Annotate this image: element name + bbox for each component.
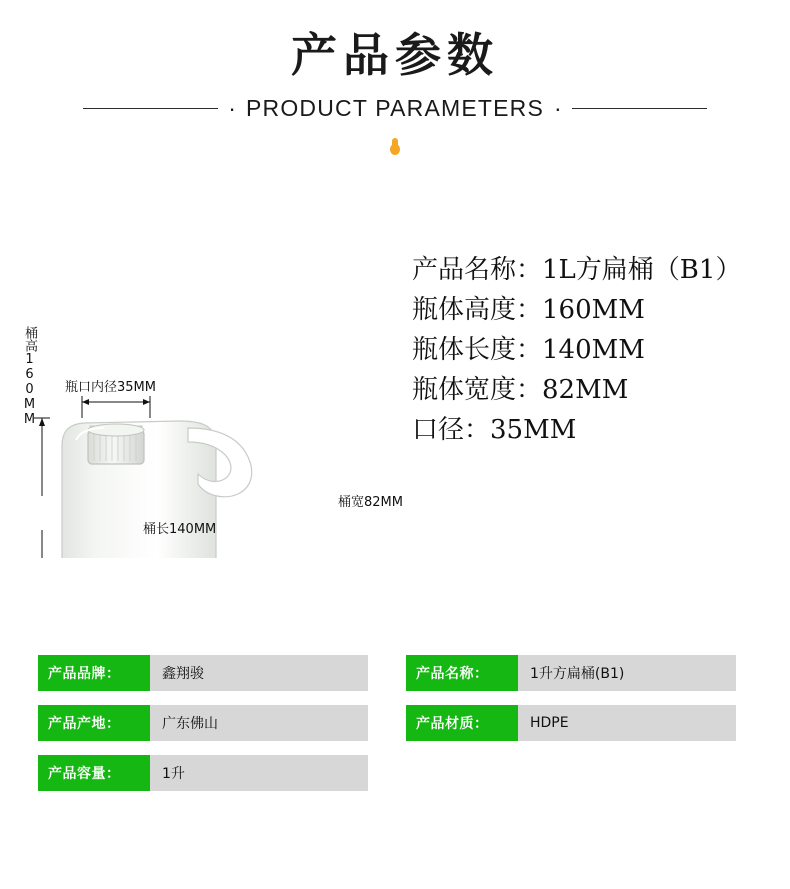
table-row	[38, 655, 368, 691]
row-value-product-name: 1升方扁桶(B1)	[518, 655, 736, 691]
bottle-diagram	[20, 178, 420, 558]
divider-left	[83, 108, 218, 109]
row-key-origin: 产品产地：	[38, 705, 150, 741]
page-subtitle: PRODUCT PARAMETERS	[245, 94, 545, 121]
attribute-table-right	[406, 655, 736, 805]
row-value-spacer	[518, 755, 736, 791]
spec-list	[412, 250, 741, 450]
attribute-table-left	[38, 655, 368, 805]
row-key-capacity: 产品容量：	[38, 755, 150, 791]
table-row	[38, 755, 368, 791]
row-value-material: HDPE	[518, 705, 736, 741]
page-title: 产品参数	[291, 28, 499, 82]
row-value-brand: 鑫翔骏	[150, 655, 368, 691]
spec-bottle-height: 瓶体高度：160MM	[412, 294, 645, 325]
bottle-height-label: 桶高160MM	[22, 325, 37, 427]
dot-left: ·	[228, 94, 236, 121]
row-key-spacer	[406, 755, 518, 791]
table-row	[406, 655, 736, 691]
dot-right: ·	[554, 94, 562, 121]
table-row	[38, 705, 368, 741]
subtitle-row	[0, 95, 790, 122]
product-section	[0, 178, 790, 578]
row-key-material: 产品材质：	[406, 705, 518, 741]
table-row-spacer	[406, 755, 736, 791]
bottle-length-label: 桶长140MM	[143, 521, 217, 537]
mouth-diameter-label: 瓶口内径35MM	[65, 379, 156, 395]
page-header	[0, 0, 790, 156]
droplet-icon	[390, 138, 400, 156]
row-key-brand: 产品品牌：	[38, 655, 150, 691]
divider-right	[572, 108, 707, 109]
spec-bottle-width: 瓶体宽度：82MM	[412, 374, 629, 405]
row-value-origin: 广东佛山	[150, 705, 368, 741]
row-value-capacity: 1升	[150, 755, 368, 791]
attribute-tables	[0, 655, 790, 805]
spec-bottle-length: 瓶体长度：140MM	[412, 334, 645, 365]
spec-mouth-diameter: 口径：35MM	[412, 414, 577, 445]
spec-product-name: 产品名称：1L方扁桶（B1）	[412, 254, 742, 285]
table-row	[406, 705, 736, 741]
row-key-product-name: 产品名称：	[406, 655, 518, 691]
bottle-width-label: 桶宽82MM	[338, 494, 403, 510]
